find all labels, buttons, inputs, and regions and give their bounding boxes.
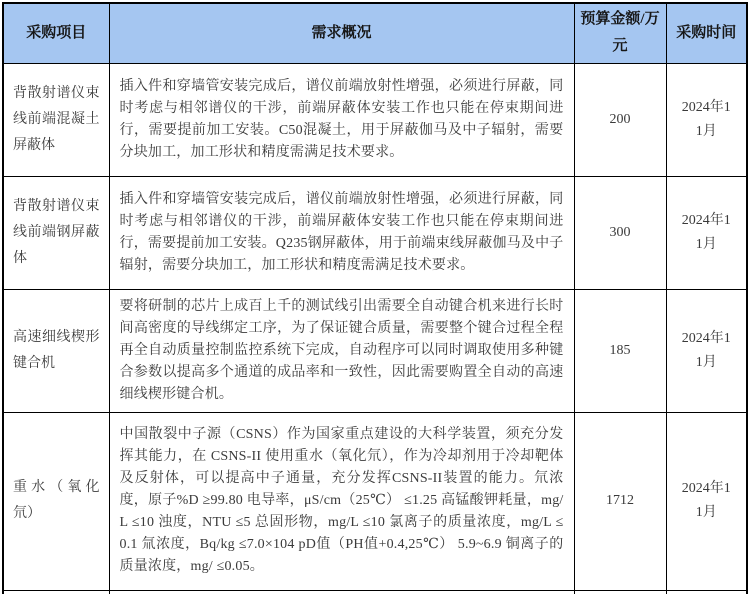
requirement-summary: 要将研制的芯片上成百上千的测试线引出需要全自动键合机来进行长时间高密度的导线绑定工序，为了保证键合质量，需要整个键合过程全程再全自动质量控制监控系统下完成，自动程序可以同时调取使用多种键合参数以提高多个通道的成品率和一致性，因此需要购置全自动的高速细线楔形键合机。 xyxy=(109,289,574,412)
procurement-time: 2024年11月 xyxy=(666,289,747,412)
empty-cell xyxy=(574,590,666,594)
procurement-time: 2024年11月 xyxy=(666,412,747,590)
procurement-time: 2024年11月 xyxy=(666,176,747,289)
procurement-time: 2024年11月 xyxy=(666,63,747,176)
header-budget: 预算金额/万元 xyxy=(574,3,666,63)
empty-cell xyxy=(666,590,747,594)
header-item: 采购项目 xyxy=(3,3,109,63)
procurement-table xyxy=(2,2,748,594)
empty-cell xyxy=(3,590,109,594)
budget-amount: 185 xyxy=(574,289,666,412)
table-header-row xyxy=(3,3,747,63)
header-summary: 需求概况 xyxy=(109,3,574,63)
item-name: 背散射谱仪束线前端混凝土屏蔽体 xyxy=(3,63,109,176)
requirement-summary: 插入件和穿墙管安装完成后，谱仪前端放射性增强，必须进行屏蔽，同时考虑与相邻谱仪的干涉，前端屏蔽体安装工作也只能在停束期间进行，需要提前加工安装。Q235钢屏蔽体，用于前端束线屏蔽伽马及中子辐射，需要分块加工，加工形状和精度需满足技术要求。 xyxy=(109,176,574,289)
table-row-partial xyxy=(3,590,747,594)
requirement-summary: 中国散裂中子源（CSNS）作为国家重点建设的大科学装置，须充分发挥其能力，在 CSNS-II 使用重水（氧化氘），作为冷却剂用于冷却靶体及反射体，可以提高中子通量，充分发挥CSNS-II装置的能力。氘浓度，原子%D ≥99.80 电导率，μS/cm（25℃） ≤1.25 高锰酸钾耗量，mg/L ≤10 浊度，NTU ≤5 总固形物，mg/L ≤10 氯离子的质量浓度，mg/L ≤0.1 氚浓度，Bq/kg ≤7.0×104 pD值（PH值+0.4,25℃） 5.9~6.9 铜离子的质量浓度，mg/ ≤0.05。 xyxy=(109,412,574,590)
item-name: 背散射谱仪束线前端钢屏蔽体 xyxy=(3,176,109,289)
item-name: 重水（氧化氘） xyxy=(3,412,109,590)
requirement-summary: 插入件和穿墙管安装完成后，谱仪前端放射性增强，必须进行屏蔽，同时考虑与相邻谱仪的干涉，前端屏蔽体安装工作也只能在停束期间进行，需要提前加工安装。C50混凝土，用于屏蔽伽马及中子辐射，需要分块加工，加工形状和精度需满足技术要求。 xyxy=(109,63,574,176)
empty-cell xyxy=(109,590,574,594)
table-row xyxy=(3,63,747,176)
table-row xyxy=(3,289,747,412)
budget-amount: 1712 xyxy=(574,412,666,590)
header-time: 采购时间 xyxy=(666,3,747,63)
table-row xyxy=(3,412,747,590)
item-name: 高速细线楔形键合机 xyxy=(3,289,109,412)
budget-amount: 300 xyxy=(574,176,666,289)
budget-amount: 200 xyxy=(574,63,666,176)
table-row xyxy=(3,176,747,289)
